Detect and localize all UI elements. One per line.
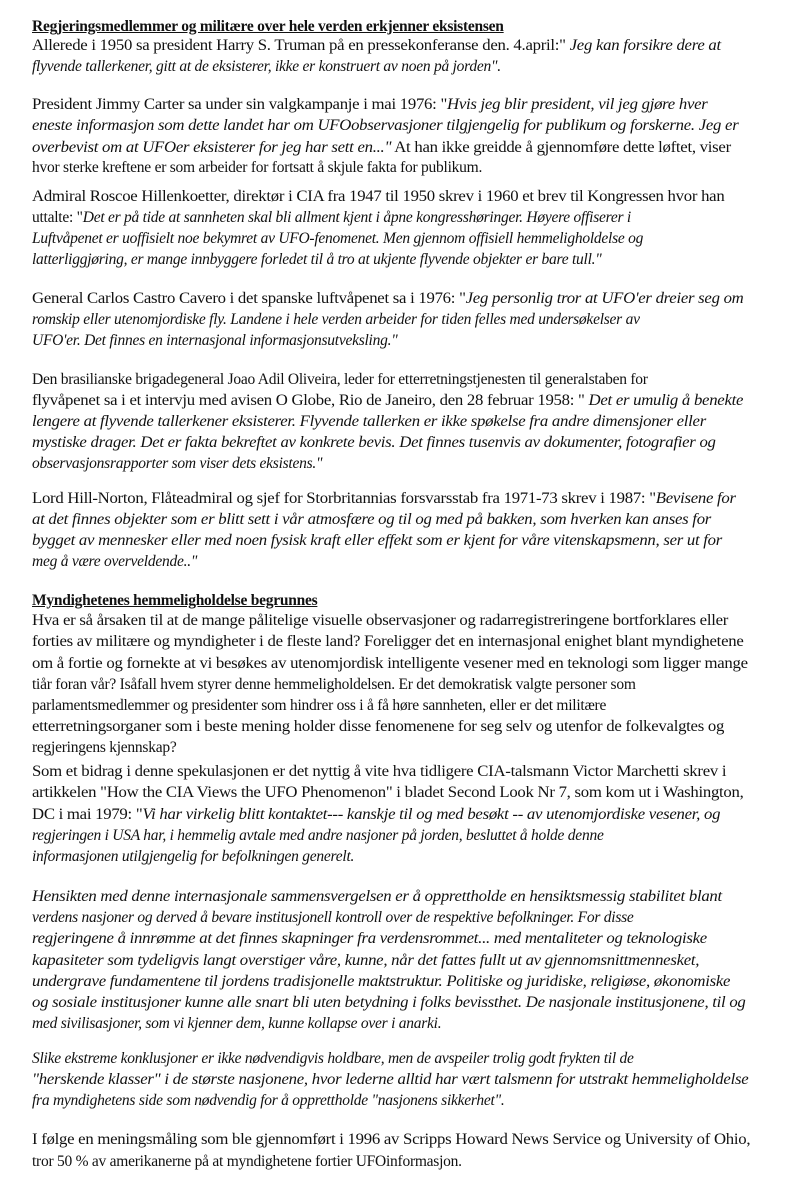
- body-text: President Jimmy Carter sa under sin valgkampanje i mai 1976: ": [32, 96, 448, 113]
- text-line: [32, 783, 744, 803]
- quote-text: "herskende klasser" i de største nasjonene, hvor lederne alltid har vært talsmenn for utstrakt hemmeligholdelse: [32, 1071, 749, 1088]
- body-text: regjeringens kjennskap?: [32, 739, 177, 756]
- body-text: tror 50 % av amerikanerne på at myndighetene fortier UFOinformasjon.: [32, 1153, 462, 1170]
- text-line: [32, 696, 606, 716]
- body-text: I følge en meningsmåling som ble gjennomført i 1996 av Scripps Howard News Service og University of Ohio,: [32, 1131, 751, 1148]
- body-text: At han ikke greidde å gjennomføre dette løftet, viser: [391, 139, 731, 156]
- text-line: [32, 1091, 504, 1111]
- body-text: uttalte: ": [32, 209, 83, 226]
- quote-text: Luftvåpenet er uoffisielt noe bekymret av UFO-fenomenet. Men gjennom offisiell hemmeligholdelse og: [32, 230, 644, 247]
- text-line: [32, 95, 708, 115]
- quote-text: Vi har virkelig blitt kontaktet--- kanskje til og med besøkt -- av utenomjordiske vesener, og: [142, 806, 721, 823]
- text-line: [32, 531, 722, 551]
- text-line: [32, 391, 743, 411]
- text-line: [32, 187, 724, 207]
- quote-text: Slike ekstreme konklusjoner er ikke nødvendigvis holdbare, men de avspeiler trolig godt frykten til de: [32, 1050, 634, 1067]
- text-line: [32, 57, 501, 77]
- body-text: hvor sterke kreftene er som arbeider for fortsatt å skjule fakta for publikum.: [32, 159, 483, 176]
- text-line: [32, 116, 738, 136]
- body-text: parlamentsmedlemmer og presidenter som hindrer oss i å få høre sannheten, eller er det militære: [32, 697, 607, 714]
- quote-text: Jeg personlig tror at UFO'er dreier seg om: [465, 290, 744, 307]
- body-text: Allerede i 1950 sa president Harry S. Truman på en pressekonferanse den. 4.april:": [32, 37, 570, 54]
- text-line: [32, 972, 730, 992]
- quote-text: UFO'er. Det finnes en internasjonal informasjonsutveksling.": [32, 332, 398, 349]
- text-line: [32, 1070, 748, 1090]
- quote-text: bygget av mennesker eller med noen fysisk kraft eller effekt som er kjent for våre vitenskapsmenn, ser ut for: [32, 532, 723, 549]
- quote-text: fra myndighetens side som nødvendig for å opprettholde "nasjonens sikkerhet".: [32, 1092, 505, 1109]
- quote-text: romskip eller utenomjordiske fly. Landene i hele verden arbeider for tiden felles med undersøkelser av: [32, 311, 640, 328]
- text-line: [32, 908, 634, 928]
- body-text: etterretningsorganer som i beste mening holder disse fenomenene for seg selv og utenfor de folkevalgtes og: [32, 718, 725, 735]
- text-line: [32, 826, 604, 846]
- text-line: [32, 929, 707, 949]
- body-text: forties av militære og myndigheter i de fleste land? Foreligger det en internasjonal enighet blant myndighetene: [32, 633, 744, 650]
- text-line: [32, 717, 724, 737]
- quote-text: med sivilisasjoner, som vi kjenner dem, kunne kollapse over i anarki.: [32, 1015, 442, 1032]
- text-line: [32, 158, 482, 178]
- text-line: [32, 510, 711, 530]
- text-line: [32, 993, 746, 1013]
- text-line: [32, 675, 636, 695]
- quote-text: meg å være overveldende..": [32, 553, 198, 570]
- text-line: [32, 762, 726, 782]
- body-text: om å fortie og fornekte at vi besøkes av utenomjordisk intelligente vesener med en teknologi som ligger mange: [32, 655, 748, 672]
- text-line: [32, 370, 648, 390]
- text-line: [32, 1049, 634, 1069]
- body-text: Som et bidrag i denne spekulasjonen er det nyttig å vite hva tidligere CIA-talsmann Victor Marchetti skrev i: [32, 763, 727, 780]
- text-line: [32, 887, 722, 907]
- quote-text: lengere at flyvende tallerkener eksisterer. Flyvende tallerken er ikke spøkelse fra andre dimensjoner eller: [32, 413, 706, 430]
- quote-text: informasjonen utilgjengelig for befolkningen generelt.: [32, 848, 355, 865]
- quote-text: Det er umulig å benekte: [588, 392, 744, 409]
- body-text: Den brasilianske brigadegeneral Joao Adil Oliveira, leder for etterretningstjenesten til generalstaben for: [32, 371, 648, 388]
- quote-text: Det er på tide at sannheten skal bli allment kjent i åpne kongresshøringer. Høyere offiserer i: [82, 209, 631, 226]
- text-line: [32, 229, 643, 249]
- body-text: artikkelen "How the CIA Views the UFO Phenomenon" i bladet Second Look Nr 7, som kom ut i Washington,: [32, 784, 744, 801]
- quote-text: at det finnes objekter som er blitt sett i vår atmosfære og til og med på bakken, som hverken kan anses for: [32, 511, 712, 528]
- text-line: [32, 738, 176, 758]
- text-line: [32, 412, 706, 432]
- body-text: tiår foran vår? Isåfall hvem styrer denne hemmeligholdelsen. Er det demokratisk valgte personer som: [32, 676, 636, 693]
- text-line: [32, 552, 197, 572]
- quote-text: flyvende tallerkener, gitt at de eksisterer, ikke er konstruert av noen på jorden".: [32, 58, 501, 75]
- quote-text: observasjonsrapporter som viser dets eksistens.": [32, 455, 323, 472]
- quote-text: og sosiale institusjoner kunne alle snart bli uten betydning i folks bevissthet. De nasjonale institusjonene, til og: [32, 994, 746, 1011]
- text-line: [32, 1152, 462, 1172]
- text-line: [32, 654, 748, 674]
- text-line: [32, 1130, 750, 1150]
- quote-text: Hensikten med denne internasjonale sammensvergelsen er å opprettholde en hensiktsmessig stabilitet blant: [32, 888, 722, 905]
- text-line: [32, 454, 322, 474]
- text-line: [32, 250, 602, 270]
- quote-text: overbevist om at UFOer eksisterer for jeg har sett en...": [32, 139, 392, 156]
- quote-text: Jeg kan forsikre dere at: [569, 37, 721, 54]
- text-line: [32, 805, 720, 825]
- quote-text: regjeringen i USA har, i hemmelig avtale med andre nasjoner på jorden, besluttet å holde denne: [32, 827, 604, 844]
- section-heading: Myndighetenes hemmeligholdelse begrunnes: [32, 592, 318, 609]
- body-text: Hva er så årsaken til at de mange pålitelige visuelle observasjoner og radarregistreringene bortforklares eller: [32, 612, 729, 629]
- quote-text: Hvis jeg blir president, vil jeg gjøre hver: [447, 96, 708, 113]
- body-text: Admiral Roscoe Hillenkoetter, direktør i CIA fra 1947 til 1950 skrev i 1960 et brev til Kongressen hvor han: [32, 188, 725, 205]
- text-line: [32, 289, 744, 309]
- text-line: [32, 632, 744, 652]
- quote-text: latterliggjøring, er mange innbyggere forledet til å tro at ukjente flyvende objekter er bare tull.": [32, 251, 602, 268]
- quote-text: eneste informasjon som dette landet har om UFOobservasjoner tilgjengelig for publikum og forskerne. Jeg er: [32, 117, 739, 134]
- body-text: DC i mai 1979: ": [32, 806, 143, 823]
- body-text: flyvåpenet sa i et intervju med avisen O Globe, Rio de Janeiro, den 28 februar 1958: ": [32, 392, 589, 409]
- text-line: [32, 138, 731, 158]
- quote-text: mystiske drager. Det er fakta bekreftet av konkrete bevis. Det finnes tusenvis av dokumenter, fotografier og: [32, 434, 716, 451]
- section-heading: Regjeringsmedlemmer og militære over hele verden erkjenner eksistensen: [32, 18, 504, 35]
- text-line: [32, 611, 728, 631]
- text-line: [32, 36, 721, 56]
- text-line: [32, 847, 354, 867]
- body-text: General Carlos Castro Cavero i det spanske luftvåpenet sa i 1976: ": [32, 290, 466, 307]
- text-line: [32, 310, 640, 330]
- quote-text: kapasiteter som tydeligvis langt overstiger våre, kunne, når det fattes fullt ut av gjennomsnittmennesket,: [32, 952, 700, 969]
- text-line: [32, 1014, 441, 1034]
- quote-text: undergrave fundamentene til jordens tradisjonelle maktstruktur. Politiske og juridiske, religiøse, økonomiske: [32, 973, 731, 990]
- quote-text: regjeringene å innrømme at det finnes skapninger fra verdensrommet... med mentaliteter og teknologiske: [32, 930, 707, 947]
- text-line: [32, 951, 699, 971]
- text-line: [32, 208, 631, 228]
- text-line: [32, 433, 716, 453]
- quote-text: Bevisene for: [655, 490, 736, 507]
- text-line: [32, 489, 736, 509]
- quote-text: verdens nasjoner og derved å bevare institusjonell kontroll over de respektive befolkninger. For disse: [32, 909, 634, 926]
- text-line: [32, 331, 398, 351]
- body-text: Lord Hill-Norton, Flåteadmiral og sjef for Storbritannias forsvarsstab fra 1971-73 skrev i 1987: ": [32, 490, 656, 507]
